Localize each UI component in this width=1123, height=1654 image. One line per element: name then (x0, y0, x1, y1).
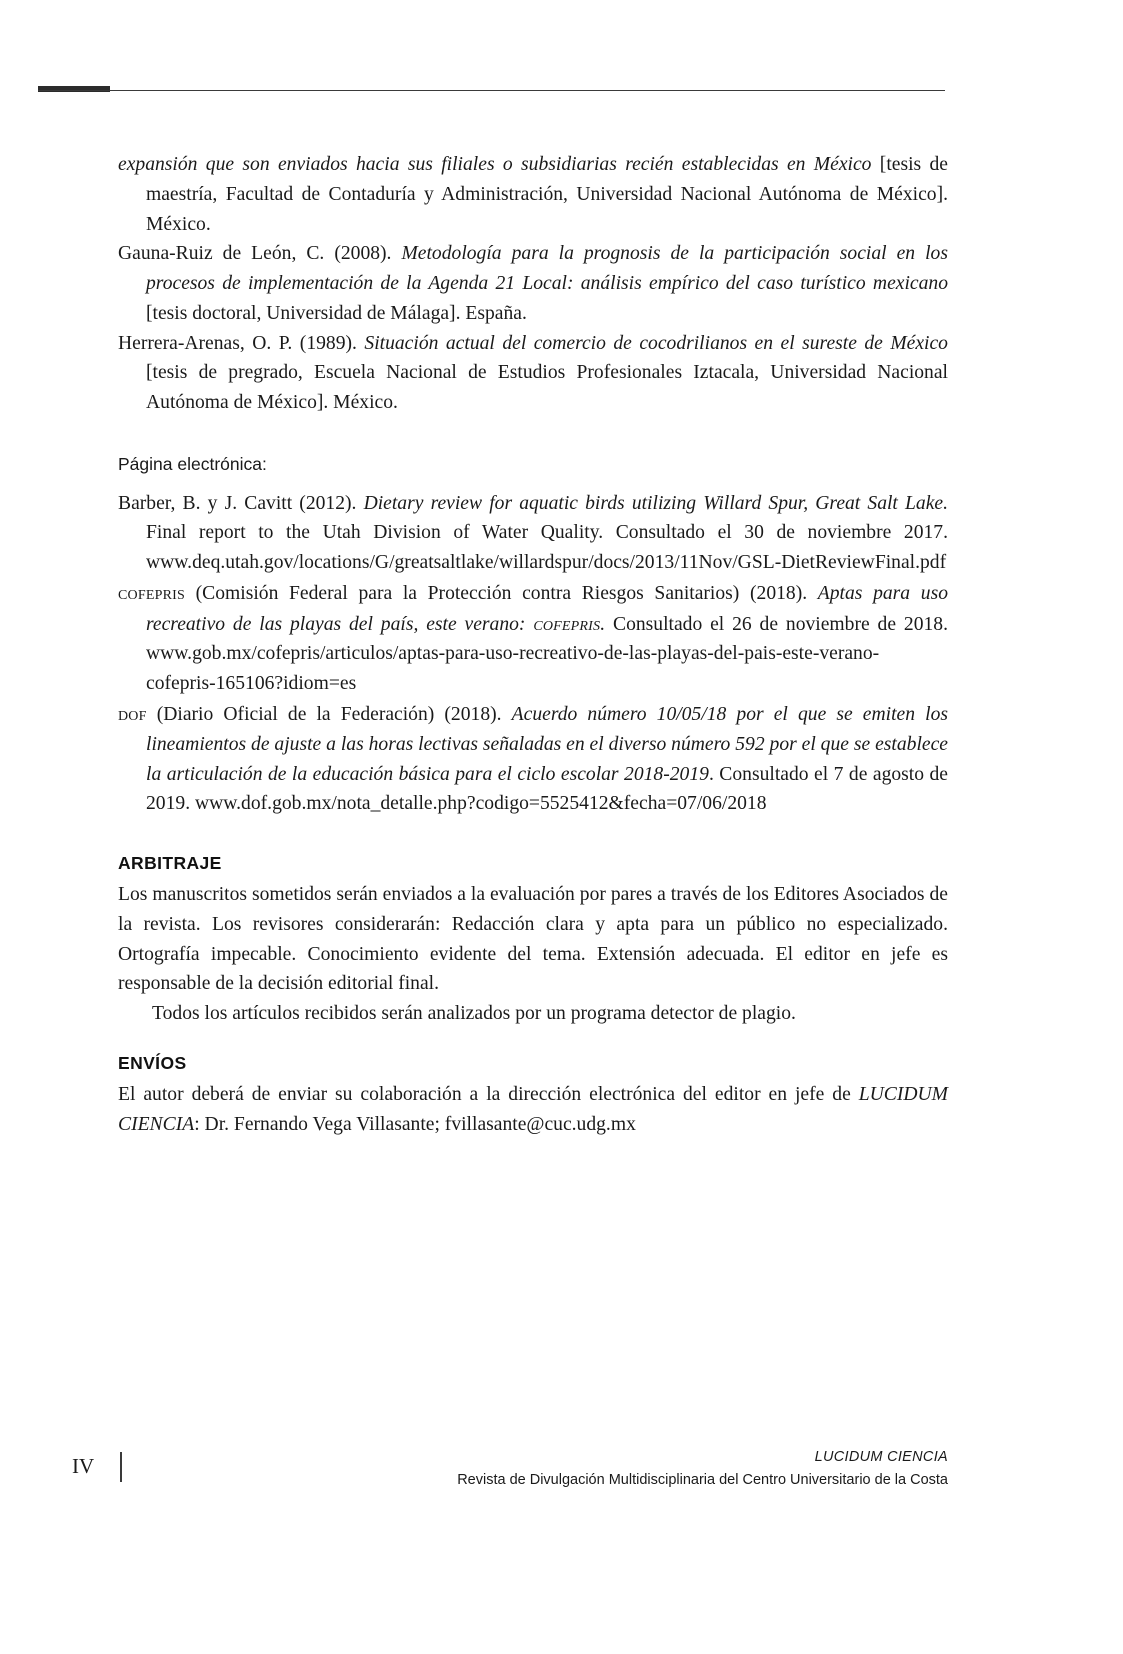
spacer (118, 477, 948, 489)
reference-title-italic: expansión que son enviados hacia sus filiales o subsidiarias recién establecidas en México (118, 154, 872, 175)
folio-divider (120, 1452, 122, 1482)
reference-rest: [tesis de pregrado, Escuela Nacional de Estudios Profesionales Iztacala, Universidad Nacional Autónoma de México]. México. (146, 362, 948, 414)
footer-journal-title: LUCIDUM CIENCIA (814, 1449, 948, 1465)
reference-title-italic: Situación actual del comercio de cocodrilianos en el sureste de México (364, 332, 948, 354)
footer-journal-info (457, 1446, 948, 1492)
spacer (118, 418, 948, 452)
reference-entry (118, 239, 948, 328)
reference-entry (118, 578, 948, 699)
footer-journal-subtitle: Revista de Divulgación Multidisciplinaria del Centro Universitario de la Costa (457, 1472, 948, 1489)
envios-lead: El autor deberá de enviar su colaboración a la dirección electrónica del editor en jefe de (118, 1084, 859, 1106)
reference-rest: [tesis doctoral, Universidad de Málaga]. España. (146, 302, 527, 324)
section-heading-envios: ENVÍOS (118, 1053, 187, 1074)
header-rule (38, 90, 945, 91)
reference-author-year: Barber, B. y J. Cavitt (2012). (118, 492, 364, 514)
reference-rest: Consultado el 26 de noviembre de 2018. www.gob.mx/cofepris/articulos/aptas-para-uso-recreativo-de-las-playas-del-pais-este-verano-cofepris-165106?idiom=es (146, 613, 948, 695)
page-number: IV (72, 1454, 95, 1478)
reference-title-italic: Aptas para uso recreativo de las playas del país, este verano: (146, 582, 948, 635)
reference-entry (118, 150, 948, 239)
reference-acronym: dof (118, 703, 147, 725)
reference-acronym: cofepris (118, 581, 185, 604)
envios-paragraph (118, 1080, 948, 1140)
reference-entry (118, 329, 948, 418)
reference-rest: [tesis de maestría, Facultad de Contaduría y Administración, Universidad Nacional Autónoma de México]. México. (146, 154, 948, 235)
reference-author-year: (Comisión Federal para la Protección contra Riesgos Sanitarios) (2018). (184, 582, 818, 604)
reference-entry (118, 489, 948, 578)
reference-title-acronym: cofepris (533, 612, 601, 635)
reference-entry (118, 699, 948, 819)
reference-author-year: Herrera-Arenas, O. P. (1989). (118, 332, 365, 354)
reference-author-year: (Diario Oficial de la Federación) (2018). (146, 704, 512, 725)
reference-title-italic-end: . (600, 613, 606, 635)
envios-tail: : Dr. Fernando Vega Villasante; fvillasante@cuc.udg.mx (194, 1113, 636, 1135)
spacer (118, 1029, 948, 1053)
reference-title-italic: Acuerdo número 10/05/18 por el que se emiten los lineamientos de ajuste a las horas lectivas señaladas en el diverso número 592 por el que se establece la articulación de la educación básica para el ciclo escolar 2018-2019 (146, 704, 948, 785)
arbitraje-paragraph-1: Los manuscritos sometidos serán enviados a la evaluación por pares a través de los Editores Asociados de la revista. Los revisores considerarán: Redacción clara y apta para un público no especializado. Ortografía impecable. Conocimiento evidente del tema. Extensión adecuada. El editor en jefe es responsable de la decisión editorial final. (118, 884, 948, 995)
reference-rest: . Consultado el 7 de agosto de 2019. www.dof.gob.mx/nota_detalle.php?codigo=5525412&fecha=07/06/2018 (146, 763, 948, 815)
reference-author-year: Gauna-Ruiz de León, C. (2008). (118, 243, 402, 265)
header-rule-accent (38, 86, 110, 92)
page-footer (0, 1440, 1123, 1500)
arbitraje-paragraph-2: Todos los artículos recibidos serán analizados por un programa detector de plagio. (152, 1003, 796, 1025)
section-heading-arbitraje: ARBITRAJE (118, 853, 222, 874)
spacer (118, 819, 948, 853)
page-content (118, 150, 948, 1140)
journal-name-italic: LUCIDUM CIENCIA (118, 1084, 948, 1135)
reference-title-italic: Metodología para la prognosis de la participación social en los procesos de implementación de la Agenda 21 Local: análisis empírico del caso turístico mexicano (146, 243, 948, 295)
reference-title-italic: Dietary review for aquatic birds utilizing Willard Spur, Great Salt Lake. (363, 492, 948, 514)
web-section-label: Página electrónica: (118, 454, 267, 475)
reference-rest: Final report to the Utah Division of Water Quality. Consultado el 30 de noviembre 2017. www.deq.utah.gov/locations/G/greatsaltlake/willardspur/docs/2013/11Nov/GSL-DietReviewFinal.pdf (146, 522, 948, 574)
